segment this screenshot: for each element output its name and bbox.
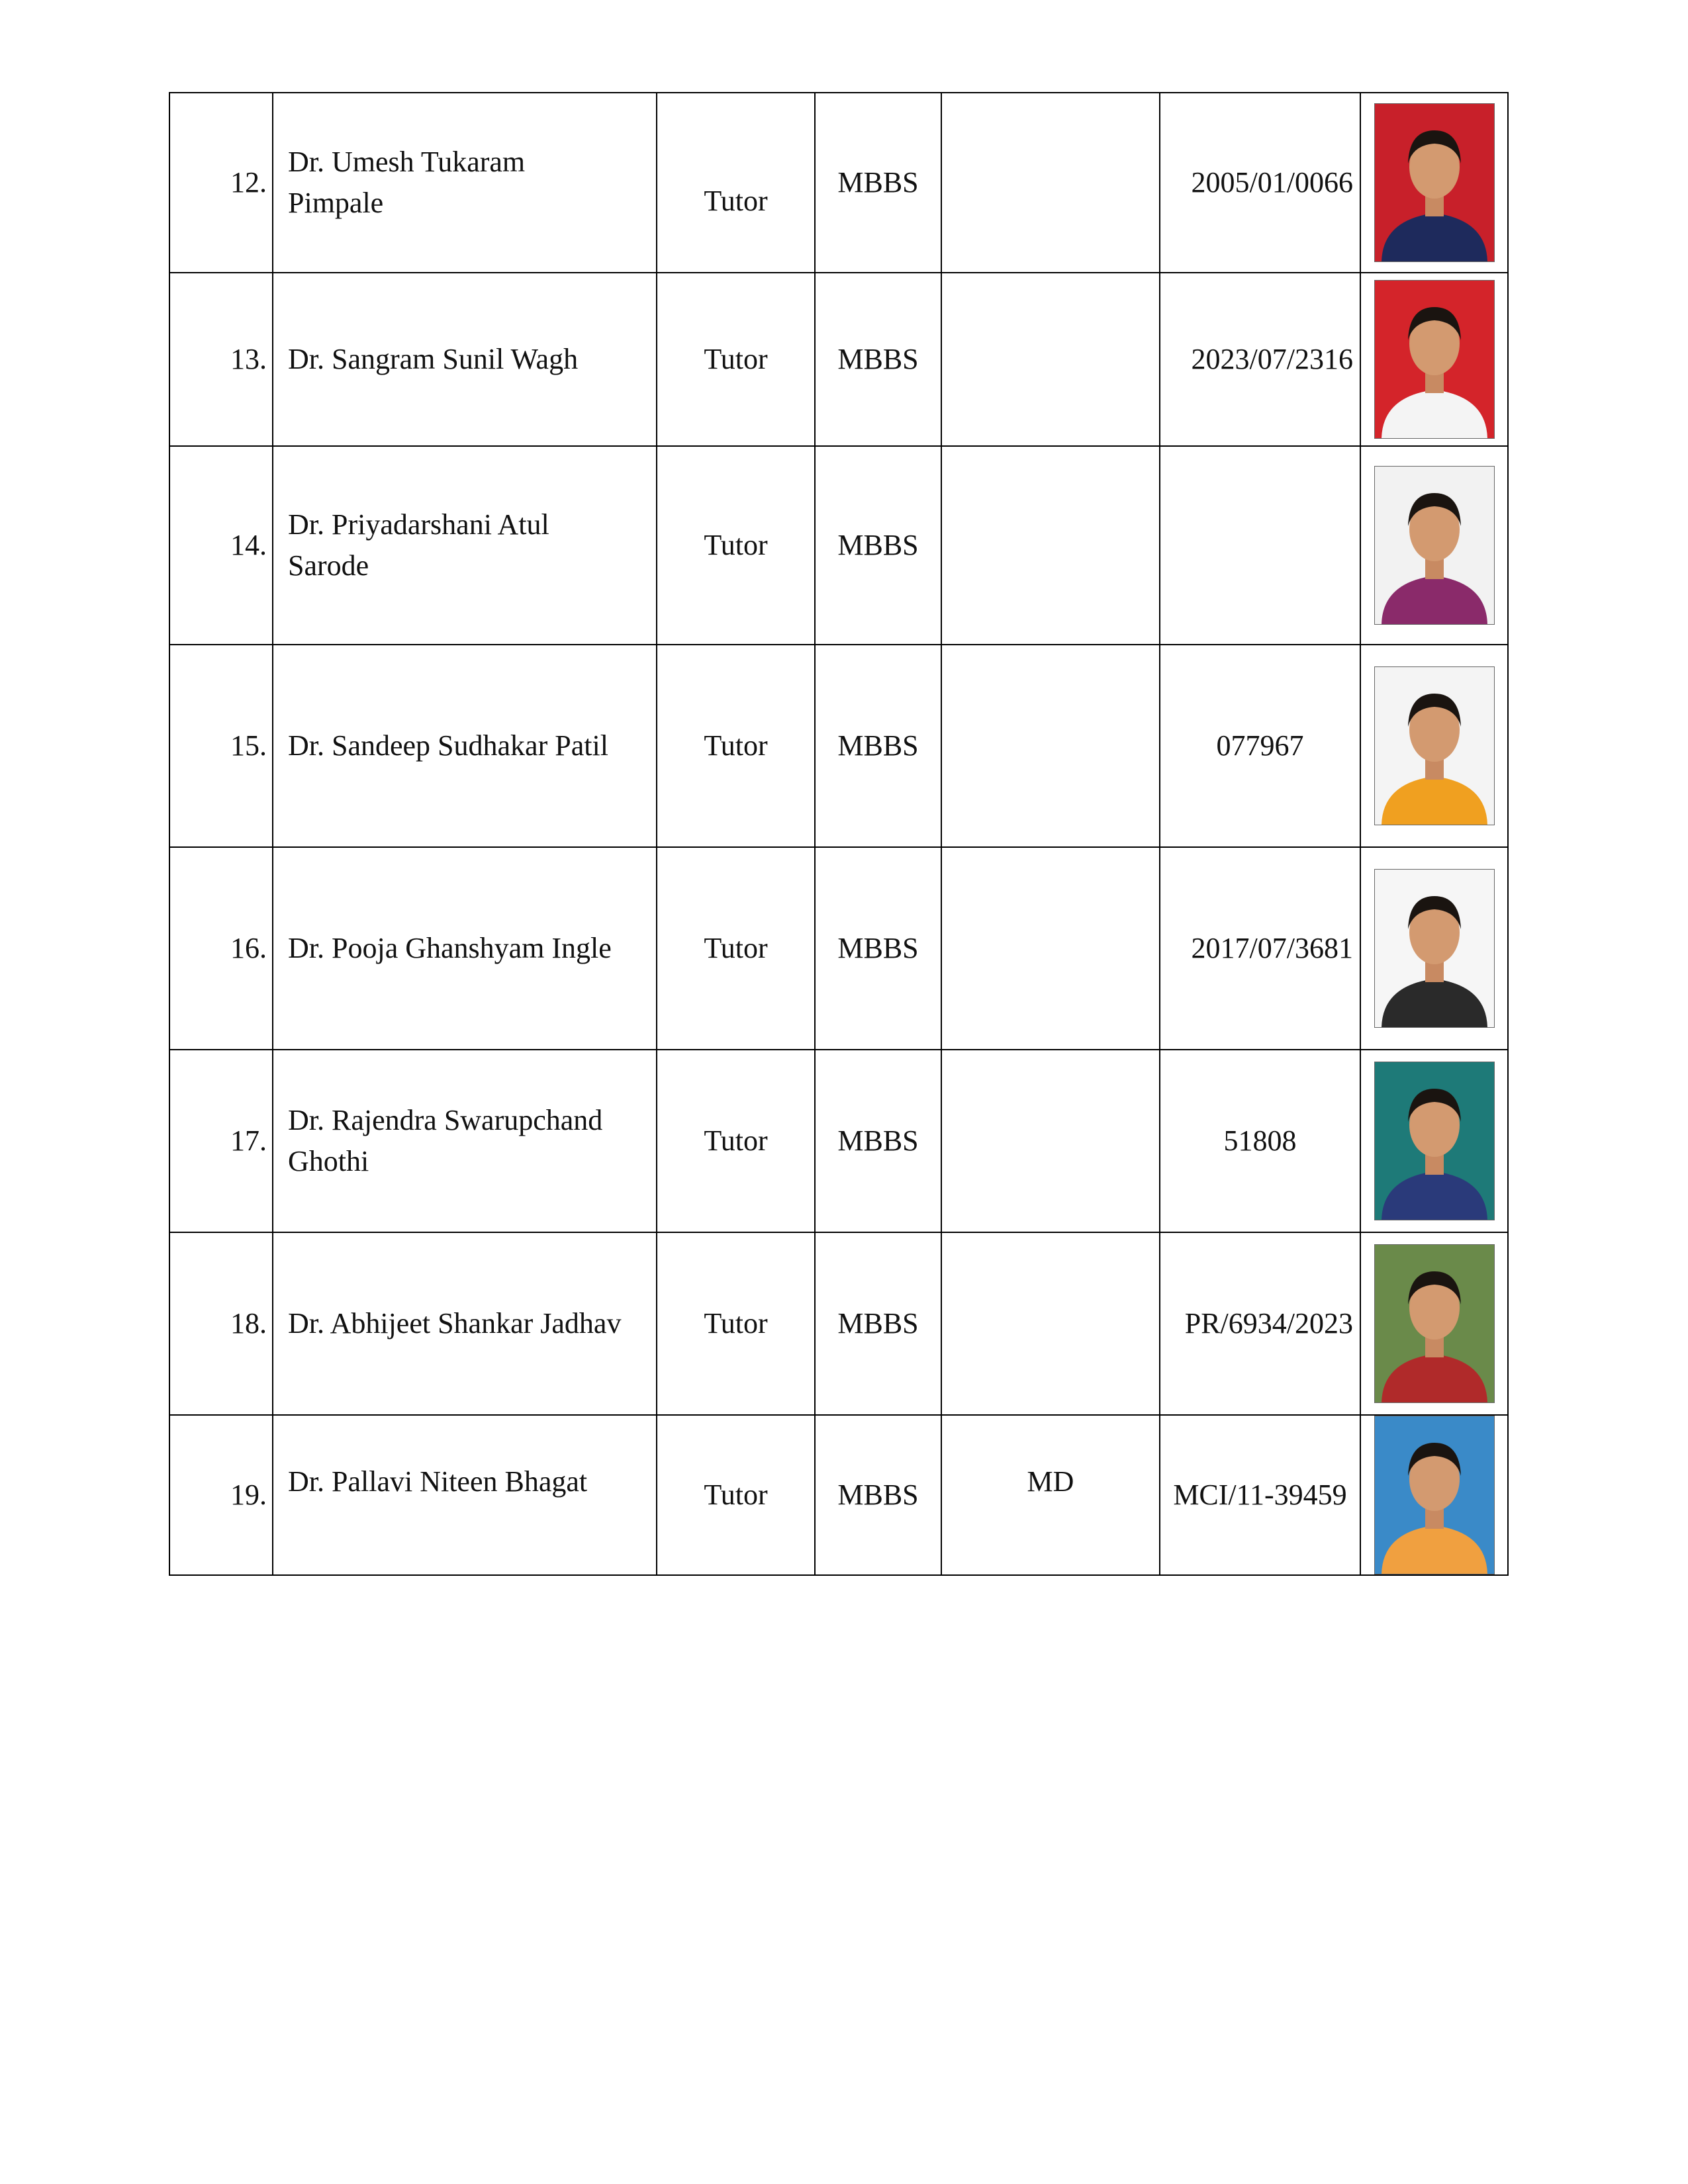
faculty-photo [1374, 103, 1495, 262]
table-row [169, 446, 1508, 645]
registration-number [1160, 446, 1360, 645]
faculty-name: Dr. Pooja Ghanshyam Ingle [273, 847, 657, 1050]
serial-number: 17. [169, 1050, 273, 1232]
table-row [169, 93, 1508, 273]
designation: Tutor [657, 1415, 815, 1575]
serial-number: 14. [169, 446, 273, 645]
faculty-photo [1374, 666, 1495, 825]
faculty-name: Dr. Sangram Sunil Wagh [273, 273, 657, 446]
pg-qualification [941, 847, 1160, 1050]
ug-qualification: MBBS [815, 93, 941, 273]
pg-qualification: MD [941, 1415, 1160, 1575]
faculty-photo [1374, 280, 1495, 439]
photo-cell [1360, 273, 1508, 446]
photo-cell [1360, 93, 1508, 273]
designation: Tutor [657, 93, 815, 273]
serial-number: 16. [169, 847, 273, 1050]
ug-qualification: MBBS [815, 1415, 941, 1575]
pg-qualification [941, 446, 1160, 645]
pg-qualification [941, 1050, 1160, 1232]
table-row [169, 847, 1508, 1050]
table-row [169, 645, 1508, 847]
designation: Tutor [657, 446, 815, 645]
faculty-photo [1374, 869, 1495, 1028]
faculty-photo [1374, 1416, 1495, 1574]
ug-qualification: MBBS [815, 847, 941, 1050]
photo-cell [1360, 446, 1508, 645]
faculty-photo [1374, 466, 1495, 625]
ug-qualification: MBBS [815, 446, 941, 645]
faculty-table-body [169, 93, 1508, 1575]
ug-qualification: MBBS [815, 273, 941, 446]
registration-number: 077967 [1160, 645, 1360, 847]
registration-number: 2005/01/0066 [1160, 93, 1360, 273]
pg-qualification [941, 1232, 1160, 1415]
serial-number: 18. [169, 1232, 273, 1415]
table-row [169, 1050, 1508, 1232]
faculty-name: Dr. Priyadarshani Atul Sarode [273, 446, 657, 645]
pg-qualification [941, 93, 1160, 273]
ug-qualification: MBBS [815, 1050, 941, 1232]
faculty-photo [1374, 1244, 1495, 1403]
registration-number: 51808 [1160, 1050, 1360, 1232]
registration-number: MCI/11-39459 [1160, 1415, 1360, 1575]
faculty-name: Dr. Rajendra Swarupchand Ghothi [273, 1050, 657, 1232]
serial-number: 15. [169, 645, 273, 847]
designation: Tutor [657, 273, 815, 446]
designation: Tutor [657, 1232, 815, 1415]
table-row [169, 273, 1508, 446]
table-row [169, 1415, 1508, 1575]
photo-cell [1360, 1050, 1508, 1232]
faculty-name: Dr. Umesh Tukaram Pimpale [273, 93, 657, 273]
registration-number: PR/6934/2023 [1160, 1232, 1360, 1415]
designation: Tutor [657, 645, 815, 847]
ug-qualification: MBBS [815, 645, 941, 847]
faculty-photo [1374, 1062, 1495, 1220]
serial-number: 19. [169, 1415, 273, 1575]
photo-cell [1360, 847, 1508, 1050]
faculty-name: Dr. Abhijeet Shankar Jadhav [273, 1232, 657, 1415]
serial-number: 12. [169, 93, 273, 273]
serial-number: 13. [169, 273, 273, 446]
registration-number: 2017/07/3681 [1160, 847, 1360, 1050]
faculty-table [169, 92, 1509, 1576]
ug-qualification: MBBS [815, 1232, 941, 1415]
registration-number: 2023/07/2316 [1160, 273, 1360, 446]
pg-qualification [941, 645, 1160, 847]
designation: Tutor [657, 1050, 815, 1232]
faculty-name: Dr. Sandeep Sudhakar Patil [273, 645, 657, 847]
faculty-name: Dr. Pallavi Niteen Bhagat [273, 1415, 657, 1575]
table-row [169, 1232, 1508, 1415]
photo-cell [1360, 1232, 1508, 1415]
photo-cell [1360, 1415, 1508, 1575]
photo-cell [1360, 645, 1508, 847]
pg-qualification [941, 273, 1160, 446]
designation: Tutor [657, 847, 815, 1050]
